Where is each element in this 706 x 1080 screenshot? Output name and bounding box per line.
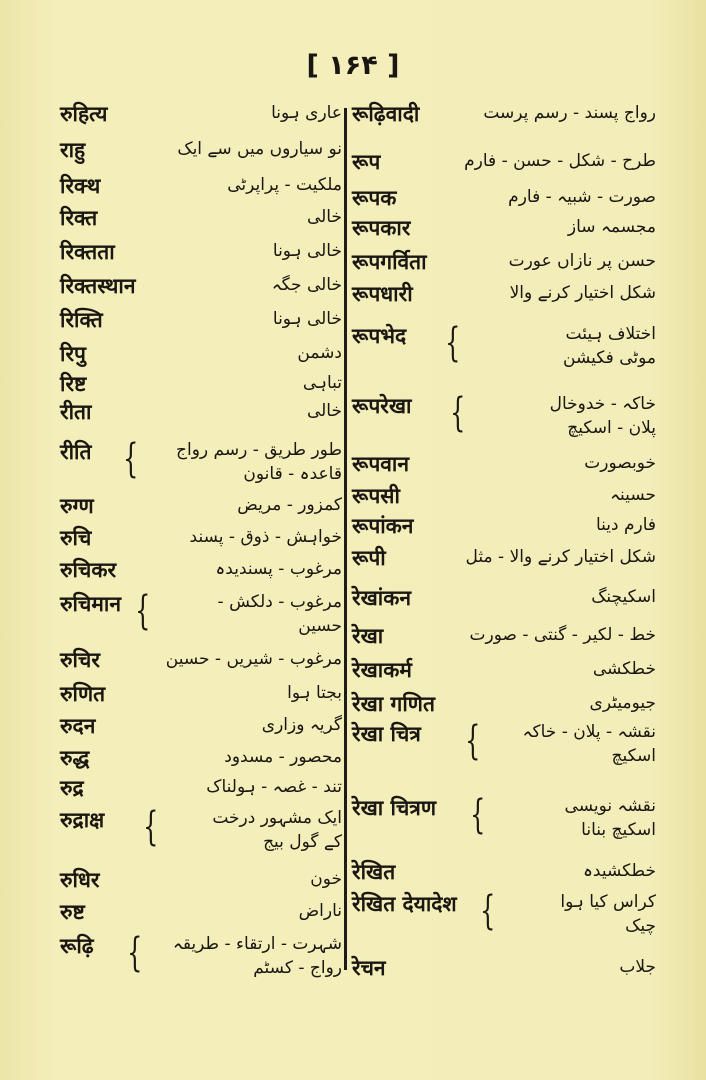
dictionary-entry [60, 590, 342, 642]
gloss-line: کے گول بیج [263, 832, 342, 852]
gloss-line: بجتا ہوا [287, 683, 342, 703]
gloss-line: دشمن [297, 343, 342, 363]
gloss [297, 340, 342, 366]
dictionary-entry [352, 720, 656, 772]
brace-icon: { [123, 436, 139, 482]
gloss [466, 544, 656, 570]
headword: रिपु [60, 342, 86, 366]
gloss-line: صورت - شبیہ - فارم [508, 187, 656, 207]
headword: रुग्ण [60, 494, 94, 518]
gloss-line: تباہی [302, 373, 342, 393]
headword: रुष्ट [60, 900, 85, 924]
headword: रूपक [352, 186, 397, 210]
dictionary-entry [60, 932, 342, 984]
gloss [307, 398, 342, 424]
headword: रेखा [352, 624, 384, 648]
gloss-line: عاری ہونا [271, 103, 342, 123]
headword: रूपधारी [352, 282, 413, 306]
headword: रुधिर [60, 868, 100, 892]
gloss [610, 482, 656, 508]
gloss [523, 720, 656, 768]
gloss-line: خطکشیدہ [582, 861, 656, 881]
gloss [271, 100, 342, 126]
brace-icon: { [470, 792, 486, 838]
gloss [212, 806, 342, 854]
gloss [508, 184, 656, 210]
gloss-line: نقشہ - پلان - خاکہ [522, 722, 656, 742]
headword: रुणित [60, 682, 106, 706]
gloss-line: رواج پسند - رسم پرست [483, 103, 656, 123]
gloss [287, 680, 342, 706]
gloss-line: ایک مشہور درخت [212, 808, 342, 828]
headword: रिक्थ [60, 174, 101, 198]
headword: रेखा गणित [352, 692, 435, 716]
gloss [310, 866, 342, 892]
dictionary-entry [352, 794, 656, 846]
gloss-line: نقشہ نویسی [564, 796, 656, 816]
headword: रूपकार [352, 216, 411, 240]
headword: रिक्तता [60, 240, 115, 264]
headword: रुचिकर [60, 558, 117, 582]
gloss [593, 656, 656, 682]
gloss-line: خواہش - ذوق - پسند [189, 527, 342, 547]
gloss [591, 584, 656, 610]
gloss [166, 646, 342, 672]
gloss [190, 524, 342, 550]
headword: रुद्र [60, 776, 84, 800]
gloss [173, 932, 342, 980]
gloss [273, 306, 342, 332]
gloss [177, 136, 342, 162]
gloss-line: محصور - مسدود [224, 747, 342, 767]
brace-icon: { [127, 930, 143, 976]
headword: रुद्ध [60, 746, 90, 770]
dictionary-entry [352, 392, 656, 444]
gloss-line: اسکیچ بنانا [581, 820, 656, 840]
gloss-line: حسین [298, 616, 342, 636]
headword: रेखा चित्रण [352, 796, 437, 820]
gloss-line: خالی جگہ [271, 275, 342, 295]
gloss [483, 100, 656, 126]
dictionary-entry [60, 438, 342, 490]
headword: रिक्ति [60, 308, 103, 332]
headword: रूपभेद [352, 324, 407, 348]
headword: रूपी [352, 546, 386, 570]
gloss [584, 450, 656, 476]
dictionary-entry [352, 890, 656, 942]
brace-icon: { [445, 320, 461, 366]
gloss [227, 172, 342, 198]
gloss [273, 238, 342, 264]
headword: राहु [60, 138, 86, 162]
gloss-line: خالی [306, 207, 342, 227]
gloss-line: خالی [306, 401, 342, 421]
headword: रूपवान [352, 452, 410, 476]
gloss-line: طرح - شکل - حسن - فارم [464, 151, 656, 171]
gloss [272, 272, 342, 298]
page-number: [ ۱۶۴ ] [306, 50, 400, 81]
headword: रूपरेखा [352, 394, 412, 418]
headword: रिक्त [60, 206, 98, 230]
gloss [583, 858, 656, 884]
gloss [560, 890, 656, 938]
gloss-line: شکل اختیار کرنے والا - مثل [465, 547, 656, 567]
gloss-line: موٹی فکیشن [563, 348, 656, 368]
gloss-line: خوبصورت [584, 453, 656, 473]
headword: रूढ़ि [60, 934, 94, 958]
headword: रूपांकन [352, 514, 414, 538]
gloss [218, 590, 342, 638]
brace-icon: { [480, 888, 496, 934]
headword: रिक्तस्थान [60, 274, 136, 298]
gloss-line: حسن پر نازاں عورت [508, 251, 656, 271]
headword: रूप [352, 150, 381, 174]
gloss-line: پلان - اسکیچ [567, 418, 656, 438]
headword: रुहित्य [60, 102, 108, 126]
gloss [590, 690, 656, 716]
brace-icon: { [135, 588, 151, 634]
gloss [262, 712, 342, 738]
gloss-line: اختلاف ہیئت [565, 324, 656, 344]
gloss [469, 622, 656, 648]
headword: रेखा चित्र [352, 722, 421, 746]
column-divider [344, 108, 347, 970]
brace-icon: { [450, 390, 466, 436]
gloss-line: خون [310, 869, 342, 889]
dictionary-entry [60, 806, 342, 858]
headword: रूढ़िवादी [352, 102, 420, 126]
headword: रुचि [60, 526, 92, 550]
headword: रूपसी [352, 484, 400, 508]
gloss [464, 148, 656, 174]
headword: रेखाकर्म [352, 658, 412, 682]
gloss-line: تند - غصہ - ہولناک [206, 777, 342, 797]
headword: रिष्ट [60, 372, 87, 396]
gloss [307, 204, 342, 230]
gloss [299, 898, 342, 924]
gloss [563, 322, 656, 370]
gloss [206, 774, 342, 800]
gloss [509, 248, 656, 274]
gloss [596, 512, 656, 538]
headword: रेखित देयादेश [352, 892, 457, 916]
gloss-line: خط - لکیر - گنتی - صورت [469, 625, 656, 645]
headword: रूपगर्विता [352, 250, 427, 274]
gloss-line: جلاب [619, 957, 656, 977]
gloss-line: حسینہ [610, 485, 656, 505]
gloss-line: اسکیچ [611, 746, 656, 766]
gloss [550, 392, 656, 440]
gloss-line: کمزور - مریض [237, 495, 342, 515]
gloss-line: خطکشی [592, 659, 656, 679]
headword: रुदन [60, 714, 96, 738]
headword: रुद्राक्ष [60, 808, 105, 832]
gloss-line: مرغوب - دلکش - [217, 592, 342, 612]
gloss-line: شہرت - ارتقاء - طریقہ [172, 934, 342, 954]
gloss-line: جیومیٹری [589, 693, 656, 713]
gloss [565, 794, 656, 842]
gloss-line: فارم دینا [595, 515, 656, 535]
gloss-line: خاکہ - خدوخال [549, 394, 656, 414]
gloss [224, 744, 342, 770]
gloss [619, 954, 656, 980]
gloss [303, 370, 342, 396]
gloss-line: خالی ہونا [272, 241, 342, 261]
gloss [237, 492, 342, 518]
gloss [176, 438, 342, 486]
gloss-line: مجسمہ ساز [567, 217, 656, 237]
gloss [215, 556, 342, 582]
headword: रेखांकन [352, 586, 411, 610]
gloss-line: خالی ہونا [272, 309, 342, 329]
gloss-line: رواج - کسٹم [253, 958, 342, 978]
brace-icon: { [465, 718, 481, 764]
gloss-line: کراس کیا ہوا [560, 892, 656, 912]
gloss-line: طور طریق - رسم رواج [176, 440, 342, 460]
gloss-line: نو سیاروں میں سے ایک [177, 139, 342, 159]
gloss-line: چیک [625, 916, 656, 936]
gloss-line: ملکیت - پراپرٹی [227, 175, 342, 195]
headword: रेखित [352, 860, 396, 884]
gloss-line: ناراض [298, 901, 342, 921]
gloss-line: قاعدہ - قانون [243, 464, 342, 484]
brace-icon: { [143, 804, 159, 850]
gloss-line: گریہ وزاری [261, 715, 342, 735]
headword: रुचिमान [60, 592, 121, 616]
gloss-line: مرغوب - پسندیدہ [215, 559, 342, 579]
gloss [568, 214, 656, 240]
headword: रुचिर [60, 648, 100, 672]
headword: रेचन [352, 956, 386, 980]
dictionary-entry [352, 322, 656, 374]
headword: रीता [60, 400, 92, 424]
gloss [510, 280, 656, 306]
gloss-line: شکل اختیار کرنے والا [509, 283, 656, 303]
headword: रीति [60, 440, 92, 464]
gloss-line: مرغوب - شیریں - حسین [165, 649, 342, 669]
gloss-line: اسکیچنگ [591, 587, 656, 607]
